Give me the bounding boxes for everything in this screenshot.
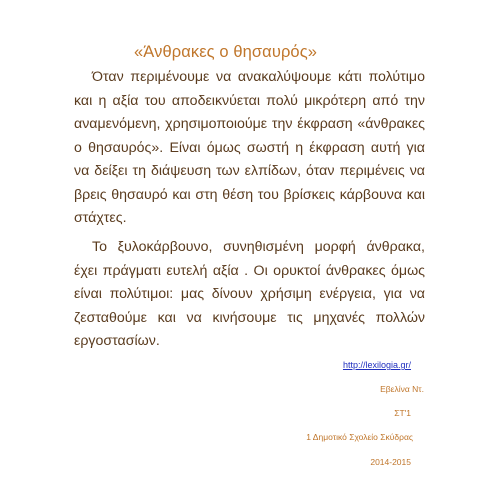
paragraph-1-text: Όταν περιμένουμε να ανακαλύψουμε κάτι πολύτιμο και η αξία του αποδεικνύεται πολύ μικρότερη από την αναμενόμενη, χρησιμοποιούμε την έκφραση «άνθρακες ο θησαυρός». Είναι όμως σωστή η έκφραση αυτή για να δείξει τη διάψευση των ελπίδων, όταν περιμένεις να βρεις θησαυρό και στη θέση του βρίσκεις κάρβουνα και στάχτες. — [74, 69, 425, 226]
school-year: 2014-2015 — [370, 457, 411, 467]
paragraph-1 — [74, 66, 425, 231]
author-name: Εβελίνα Ντ. — [380, 384, 424, 394]
class-label: ΣΤ'1 — [394, 408, 411, 418]
document-title: «Άνθρακες ο θησαυρός» — [134, 43, 318, 61]
paragraph-2-text: Το ξυλοκάρβουνο, συνηθισμένη μορφή άνθρακα, έχει πράγματι ευτελή αξία . Οι ορυκτοί άνθρακες όμως είναι πολύτιμοι: μας δίνουν χρήσιμη ενέργεια, για να ζεσταθούμε και να κινήσουμε τις μηχανές πολλών εργοστασίων. — [74, 239, 425, 349]
school-name: 1 Δημοτικό Σχολείο Σκύδρας — [306, 432, 413, 442]
source-link[interactable]: http://lexilogia.gr/ — [342, 360, 411, 370]
paragraph-2 — [74, 236, 425, 354]
